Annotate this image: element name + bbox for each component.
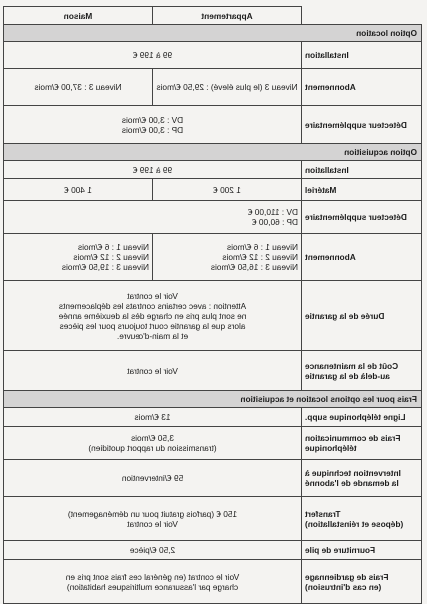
acquisition-detecteur-row: [4, 201, 422, 234]
frais-intervention-value: 59 €/intervention: [4, 460, 302, 497]
acquisition-installation-row: [4, 161, 422, 179]
section-location-title: Option location: [4, 25, 422, 42]
section-location-row: [4, 25, 422, 42]
garantie-line-5: et la main-d'œuvre.: [116, 330, 189, 341]
acquisition-detecteur-label: Détecteur supplémentaire: [302, 201, 422, 234]
frais-communication-label: [302, 427, 422, 460]
intervention-label-line-2: la demande de l'abonné: [305, 478, 399, 488]
abonnement-appartement-niveau-3: Niveau 3 : 16,50 €/mois: [210, 262, 298, 272]
frais-ligne-row: [4, 408, 422, 427]
location-detecteur-dp: DP : 3,00 €/mois: [121, 124, 184, 135]
communication-label-line-1: Frais de communication: [305, 433, 401, 443]
garantie-line-2: Attention : avec certains contrats les déplacements: [58, 300, 247, 311]
location-installation-row: [4, 42, 422, 69]
transfert-label-line-2: (dépose et réinstallation): [305, 518, 404, 529]
location-abonnement-label: Abonnement: [302, 69, 422, 106]
acquisition-abonnement-appartement: [153, 234, 302, 281]
transfert-price: 150 € (parfois gratuit pour un déménagement): [67, 508, 238, 519]
acquisition-detecteur-value: [4, 201, 302, 234]
frais-gardiennage-label: [302, 560, 422, 604]
frais-communication-row: [4, 427, 422, 460]
acquisition-detecteur-dp: DP : 60,00 €: [252, 217, 298, 227]
section-frais-row: [4, 391, 422, 408]
frais-communication-value: [4, 427, 302, 460]
acquisition-abonnement-label: Abonnement: [302, 234, 422, 281]
frais-transfert-row: [4, 497, 422, 541]
column-header-appartement: Appartement: [153, 7, 302, 25]
section-acquisition-title: Option acquisition: [4, 144, 422, 161]
garantie-line-4: alors que la garantie court toujours pour les pièces: [59, 320, 246, 331]
acquisition-materiel-label: Matériel: [302, 179, 422, 201]
frais-pile-row: [4, 541, 422, 560]
acquisition-garantie-row: [4, 281, 422, 351]
frais-transfert-label: [302, 497, 422, 541]
acquisition-maintenance-label: [302, 351, 422, 391]
tarif-table: [3, 6, 422, 604]
maintenance-label-line-2: au-delà de la garantie: [305, 370, 390, 381]
frais-gardiennage-value: [4, 560, 302, 604]
acquisition-garantie-label: Durée de la garantie: [302, 281, 422, 351]
abonnement-maison-niveau-2: Niveau 2 : 12 €/mois: [73, 252, 149, 262]
garantie-line-1: Voir le contrat: [127, 290, 178, 301]
abonnement-maison-niveau-3: Niveau 3 : 19,50 €/mois: [61, 262, 149, 272]
frais-pile-value: 2,50 €/pièce: [4, 541, 302, 560]
communication-note: (transmission du rapport quotidien): [88, 443, 217, 453]
location-installation-label: Installation: [302, 42, 422, 69]
garantie-line-3: ne sont plus pris en charge dès la deuxième année: [58, 310, 247, 321]
acquisition-materiel-row: [4, 179, 422, 201]
abonnement-maison-niveau-1: Niveau 1 : 6 €/mois: [77, 242, 149, 252]
frais-pile-label: Fourniture de pile: [302, 541, 422, 560]
maintenance-label-line-1: Coût de la maintenance: [305, 360, 399, 371]
frais-ligne-value: 13 €/mois: [4, 408, 302, 427]
intervention-label-line-1: Intervention technique à: [305, 468, 401, 478]
section-acquisition-row: [4, 144, 422, 161]
abonnement-appartement-niveau-1: Niveau 1 : 6 €/mois: [226, 242, 298, 252]
gardiennage-label-line-1: Frais de gardiennage: [305, 571, 389, 582]
header-blank-cell: [302, 7, 422, 25]
acquisition-abonnement-maison: [4, 234, 153, 281]
acquisition-installation-label: Installation: [302, 161, 422, 179]
acquisition-maintenance-row: [4, 351, 422, 391]
header-row: [4, 7, 422, 25]
acquisition-materiel-maison: 1 400 €: [4, 179, 153, 201]
abonnement-appartement-niveau-2: Niveau 2 : 12 €/mois: [222, 252, 298, 262]
acquisition-maintenance-value: Voir le contrat: [4, 351, 302, 391]
location-detecteur-dv: DV : 3,00 €/mois: [121, 114, 184, 125]
acquisition-installation-value: 99 à 199 €: [4, 161, 302, 179]
communication-price: 3,50 €/mois: [131, 433, 174, 443]
frais-transfert-value: [4, 497, 302, 541]
location-detecteur-row: [4, 106, 422, 144]
transfert-label-line-1: Transfert: [305, 508, 341, 519]
gardiennage-line-2: charge par l'assurance multirisques habitation): [66, 581, 239, 592]
frais-intervention-row: [4, 460, 422, 497]
location-detecteur-value: [4, 106, 302, 144]
frais-ligne-label: Ligne téléphonique supp.: [302, 408, 422, 427]
location-abonnement-appartement: Niveau 3 (le plus élevé) : 29,50 €/mois: [153, 69, 302, 106]
column-header-maison: Maison: [4, 7, 153, 25]
frais-gardiennage-row: [4, 560, 422, 604]
location-abonnement-maison: Niveau 3 : 37,00 €/mois: [4, 69, 153, 106]
communication-label-line-2: téléphonique: [305, 443, 357, 453]
transfert-note: Voir le contrat: [127, 518, 178, 529]
acquisition-detecteur-dv: DV : 110,00 €: [247, 207, 298, 217]
section-frais-title: Frais pour les options location et acquisition: [4, 391, 422, 408]
location-detecteur-label: Détecteur supplémentaire: [302, 106, 422, 144]
gardiennage-label-line-2: (en cas d'intrusion): [305, 581, 382, 592]
acquisition-garantie-value: [4, 281, 302, 351]
gardiennage-line-1: Voir le contrat (en général ces frais sont pris en: [65, 571, 240, 582]
frais-intervention-label: [302, 460, 422, 497]
acquisition-materiel-appartement: 1 200 €: [153, 179, 302, 201]
location-abonnement-row: [4, 69, 422, 106]
location-installation-value: 99 à 199 €: [4, 42, 302, 69]
acquisition-abonnement-row: [4, 234, 422, 281]
